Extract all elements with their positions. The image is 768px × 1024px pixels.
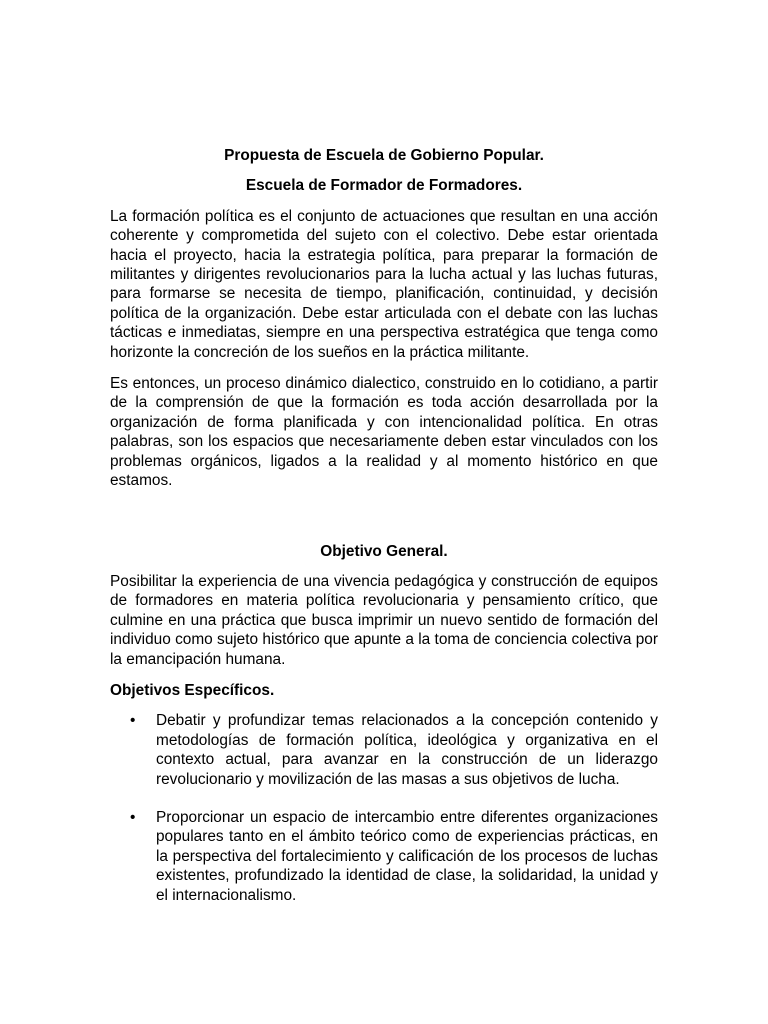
document-subtitle: Escuela de Formador de Formadores. xyxy=(245,177,523,195)
general-objective-heading: Objetivo General. xyxy=(320,542,448,560)
document-page xyxy=(110,146,658,924)
specific-objectives-heading: Objetivos Específicos. xyxy=(110,681,275,699)
bullet-icon: • xyxy=(130,808,136,826)
list-item xyxy=(110,711,658,789)
list-item-text: Proporcionar un espacio de intercambio entre diferentes organizaciones populares tanto en el ámbito teórico como de experiencias prácticas, en la perspectiva del fortalecimiento y calificación de los procesos de luchas existentes, profundizado la identidad de clase, la solidaridad, la unidad y el internacionalismo. xyxy=(156,808,658,904)
specific-objectives-list xyxy=(110,711,658,905)
section-spacer xyxy=(110,503,658,542)
list-item xyxy=(110,808,658,905)
list-item-text: Debatir y profundizar temas relacionados a la concepción contenido y metodologías de formación política, ideológica y organizativa en el contexto actual, para avanzar en la construcción de un liderazgo revolucionario y movilización de las masas a sus objetivos de lucha. xyxy=(156,712,658,788)
bullet-icon: • xyxy=(130,712,136,730)
general-objective-text: Posibilitar la experiencia de una vivencia pedagógica y construcción de equipos de formadores en materia política revolucionaria y pensamiento crítico, que culmine en una práctica que busca imprimir un nuevo sentido de formación del individuo como sujeto histórico que apunte a la toma de conciencia colectiva por la emancipación humana. xyxy=(110,572,658,668)
body-paragraph: La formación política es el conjunto de actuaciones que resultan en una acción coherente y comprometida del sujeto con el colectivo. Debe estar orientada hacia el proyecto, hacia la estrategia política, para preparar la formación de militantes y dirigentes revolucionarios para la lucha actual y las luchas futuras, para formarse se necesita de tiempo, planificación, continuidad, y decisión política de la organización. Debe estar articulada con el debate con las luchas tácticas e inmediatas, siempre en una perspectiva estratégica que tenga como horizonte la concreción de los sueños en la práctica militante. xyxy=(110,207,658,361)
document-title: Propuesta de Escuela de Gobierno Popular. xyxy=(224,147,544,164)
body-paragraph: Es entonces, un proceso dinámico dialectico, construido en lo cotidiano, a partir de la comprensión de que la formación es toda acción desarrollada por la organización de forma planificada y con intencionalidad política. En otras palabras, son los espacios que necesariamente deben estar vinculados con los problemas orgánicos, ligados a la realidad y al momento histórico en que estamos. xyxy=(110,375,658,490)
